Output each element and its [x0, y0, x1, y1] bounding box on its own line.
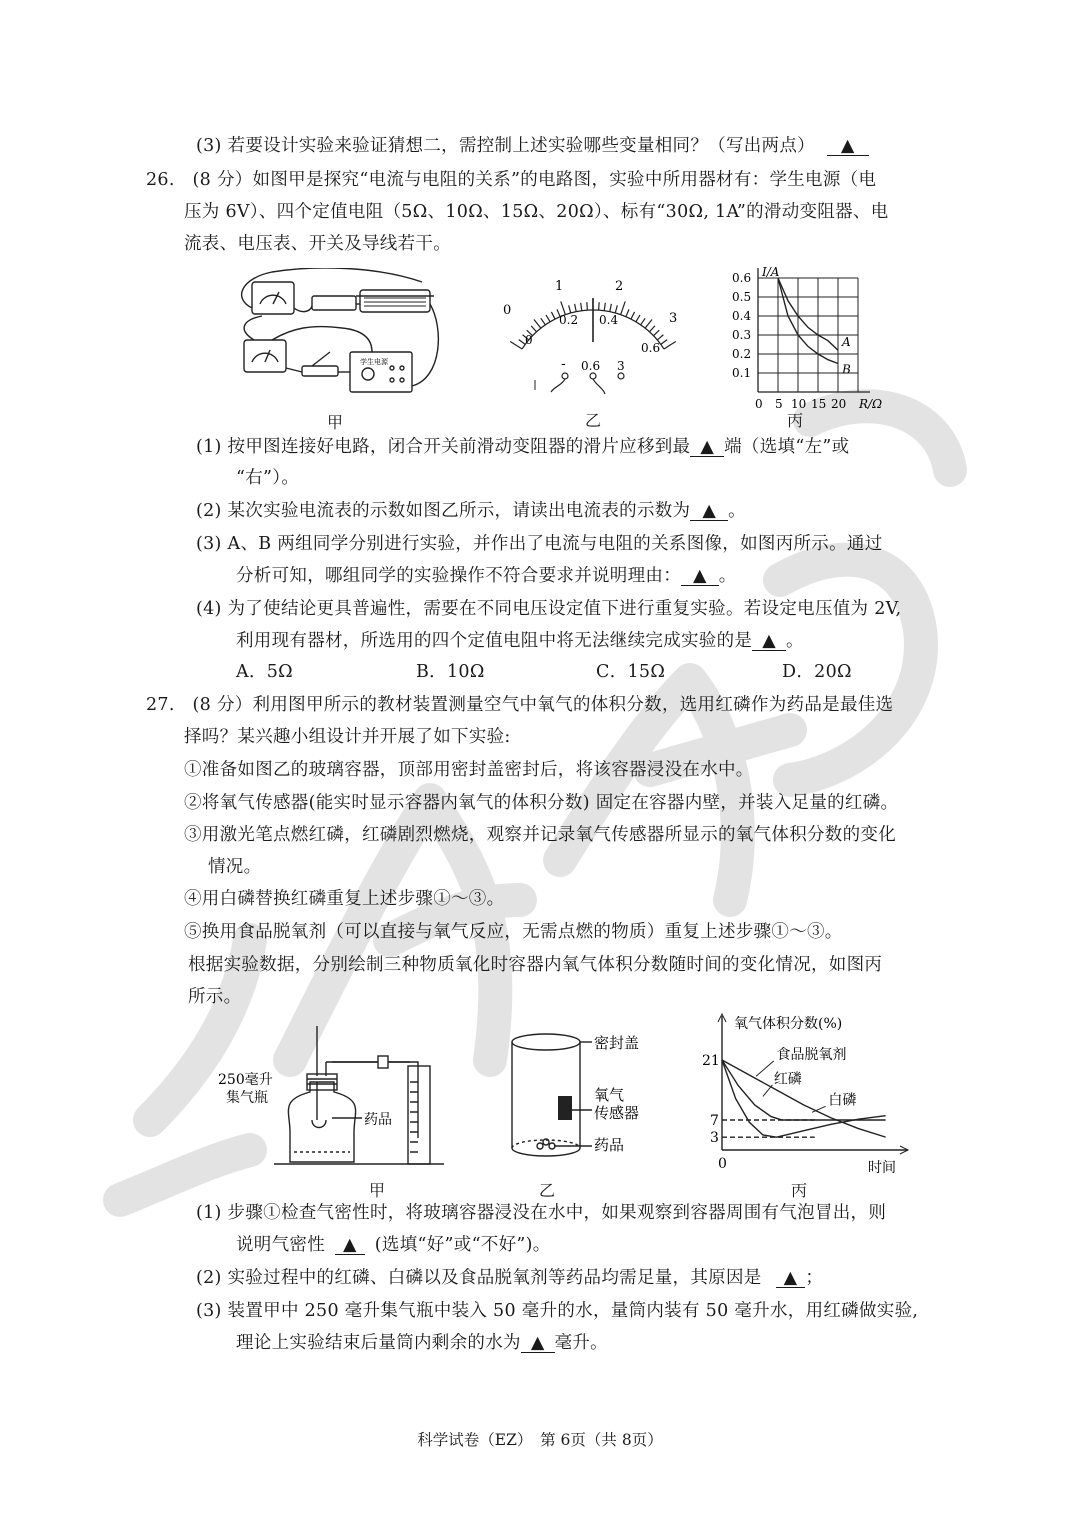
sensor-label-2: 传感器: [594, 1104, 640, 1122]
scale-top-3: 3: [669, 311, 678, 326]
q27-summary-cont: 所示。: [188, 987, 242, 1007]
series-line: [722, 1060, 886, 1137]
q26-sub2: [196, 499, 746, 523]
x-tick-label: 20: [831, 397, 847, 410]
q27-step2: ②将氧气传感器(能实时显示容器内氧气的体积分数) 固定在容器内壁，并装入足量的红磷。: [184, 793, 899, 813]
sensor-label-1: 氧气: [594, 1086, 625, 1104]
meter-tick: [641, 318, 646, 325]
blank-mark: ▲: [700, 437, 715, 457]
meter-tick: [636, 315, 640, 322]
q27-step1: ①准备如图乙的玻璃容器，顶部用密封盖密封后，将该容器浸没在水中。: [184, 760, 754, 780]
drug-label: 药品: [364, 1112, 392, 1128]
q27-summary: 根据实验数据，分别绘制三种物质氧化时容器内氧气体积分数随时间的变化情况，如图丙: [188, 955, 883, 975]
meter-tick: [664, 341, 676, 349]
q26-sub1-cont: “右”）。: [236, 468, 300, 488]
x-tick-label: 15: [811, 397, 827, 410]
q26-sub3-cont: [236, 564, 737, 588]
q26-line1: 26. (8 分）如图甲是探究“电流与电阻的关系”的电路图，实验中所用器材有：学生电源（电: [146, 170, 877, 190]
gas-bottle: [288, 1082, 355, 1162]
x-tick-label: 0: [755, 397, 763, 410]
x-tick-label: 10: [791, 397, 807, 410]
meter-tick: [645, 320, 652, 329]
meter-tick: [541, 318, 546, 325]
series-line: [722, 1060, 886, 1137]
meter-tick: [621, 301, 626, 314]
fig27-bing-caption: 丙: [790, 1181, 807, 1200]
cylinder-figure: [506, 1022, 666, 1172]
q26-sub3-text: 分析可知，哪组同学的实验操作不符合要求并说明理由：: [236, 566, 681, 586]
meter-tick: [649, 326, 654, 332]
q26-option-c[interactable]: C．15Ω: [596, 662, 666, 682]
lid-label: 密封盖: [594, 1034, 640, 1052]
series-line: [722, 1060, 886, 1120]
q26-line2: 压为 6V）、四个定值电阻（5Ω、10Ω、15Ω、20Ω）、标有“30Ω, 1A”的滑动变阻器、电: [184, 202, 889, 222]
q26-sub2-text: (2) 某次实验电流表的示数如图乙所示，请读出电流表的示数为: [196, 501, 691, 521]
meter-tick: [626, 309, 629, 316]
series-label: 白磷: [828, 1092, 857, 1109]
series-label: 食品脱氧剂: [776, 1047, 847, 1064]
q27-sub3-tail: 毫升。: [554, 1333, 608, 1353]
scale-bottom-1: 0.2: [559, 313, 579, 327]
fig27-yi-caption: 乙: [538, 1181, 555, 1200]
meter-tick: [587, 302, 588, 310]
q27-sub2-tail: ；: [805, 1268, 824, 1288]
q27-sub1: (1) 步骤①检查气密性时，将玻璃容器浸没在水中，如果观察到容器周围有气泡冒出，则: [196, 1203, 887, 1223]
q26-sub1-text: (1) 按甲图连接好电路，闭合开关前滑动变阻器的滑片应移到最: [196, 437, 691, 457]
y-tick-label: 0.5: [732, 290, 752, 304]
q27-sub3-cont: [236, 1331, 608, 1355]
y-tick-label: 0.6: [732, 271, 752, 285]
scale-bottom-3: 0.6: [641, 341, 661, 355]
x-axis-label: R/Ω: [859, 397, 883, 410]
q25-sub3: [196, 134, 869, 158]
meter-tick: [546, 315, 550, 322]
blank-mark: ▲: [702, 501, 717, 521]
fig-jia-caption: 甲: [326, 413, 343, 432]
q27-line2: 择吗？某兴趣小组设计并开展了如下实验:: [184, 727, 511, 747]
oxygen-fraction-chart: [700, 1010, 910, 1180]
meter-tick: [631, 312, 635, 319]
q26-option-d[interactable]: D．20Ω: [782, 662, 852, 682]
meter-tick: [654, 330, 660, 336]
fig27-jia-caption: 甲: [368, 1181, 385, 1200]
y-tick-label: 0.4: [732, 309, 752, 323]
meter-tick: [510, 341, 522, 349]
x-axis-label: 时间: [868, 1160, 896, 1176]
q26-sub3: (3) A、B 两组同学分别进行实验，并作出了电流与电阻的关系图像，如图丙所示。通过: [196, 534, 883, 554]
q26-option-a[interactable]: A．5Ω: [236, 662, 293, 682]
terminal-negative: -: [561, 356, 566, 372]
q27-sub3: (3) 装置甲中 250 毫升集气瓶中装入 50 毫升的水，量筒内装有 50 毫升水，用红磷做实验,: [196, 1301, 919, 1321]
q26-sub1-tail: 端（选填“左”或: [724, 437, 850, 457]
q26-sub4-text: 利用现有器材，所选用的四个定值电阻中将无法继续完成实验的是: [236, 631, 753, 651]
blank-mark: ▲: [840, 136, 855, 156]
bottle-label-1: 250毫升: [218, 1072, 273, 1088]
y-axis-label: 氧气体积分数(%): [734, 1016, 843, 1032]
answer-blank[interactable]: [776, 1269, 806, 1288]
answer-blank[interactable]: [335, 1236, 365, 1255]
current-resistance-chart: [730, 258, 890, 410]
series-leader: [756, 1061, 774, 1076]
q27-sub2-text: (2) 实验过程中的红磷、白磷以及食品脱氧剂等药品均需足量，其原因是: [196, 1268, 762, 1288]
meter-tick: [534, 320, 541, 329]
meter-tick: [661, 340, 667, 345]
q27-step4: ④用白磷替换红磷重复上述步骤①～③。: [184, 889, 505, 909]
series-label: 红磷: [773, 1071, 802, 1088]
fig-yi-caption: 乙: [584, 411, 601, 430]
q26-line3: 流表、电压表、开关及导线若干。: [184, 234, 451, 254]
x-tick-label: 5: [775, 397, 783, 410]
y-axis-label: I/A: [762, 265, 780, 279]
terminal-0.6: 0.6: [581, 359, 601, 373]
scale-bottom-2: 0.4: [599, 313, 619, 327]
meter-tick: [657, 335, 663, 340]
y-tick-label: 0.2: [732, 347, 752, 361]
meter-tick: [531, 326, 536, 332]
bottle-label-2: 集气瓶: [226, 1090, 268, 1106]
q27-step3-cont: 情况。: [208, 857, 262, 877]
q27-step5: ⑤换用食品脱氧剂（可以直接与氧气反应，无需点燃的物质）重复上述步骤①～③。: [184, 922, 843, 942]
origin-label: 0: [718, 1156, 727, 1172]
scale-top-2: 2: [615, 279, 624, 294]
answer-blank[interactable]: [752, 632, 786, 651]
series-label-B: B: [842, 362, 851, 377]
series-label-A: A: [842, 335, 851, 350]
answer-blank[interactable]: [690, 502, 728, 521]
blank-mark: ▲: [762, 631, 776, 651]
q27-sub1-text: 说明气密性: [236, 1235, 325, 1255]
q27-sub1-tail: (选填“好”或“不好”)。: [374, 1235, 551, 1255]
q27-sub3-text: 理论上实验结束后量筒内剩余的水为: [236, 1333, 521, 1353]
y-mark-label: 3: [710, 1130, 719, 1147]
drug-label: 药品: [594, 1136, 625, 1154]
y-mark-label: 7: [710, 1113, 719, 1129]
y-tick-label: 0.3: [732, 328, 752, 342]
fig-bing-caption: 丙: [786, 411, 803, 430]
apparatus-figure: [214, 1022, 474, 1172]
scale-bottom-0: 0: [525, 333, 533, 347]
svg-text:学生电源: 学生电源: [360, 358, 388, 366]
blank-mark: ▲: [693, 566, 707, 586]
y-mark-label: 21: [702, 1053, 720, 1069]
circuit-figure: [232, 268, 442, 398]
meter-tick: [575, 304, 577, 312]
footer-text: 科学试卷（EZ） 第 6页（共 8页）: [417, 1431, 663, 1449]
answer-blank[interactable]: [521, 1334, 555, 1353]
q25-sub3-text: (3) 若要设计实验来验证猜想二，需控制上述实验哪些变量相同？（写出两点）: [196, 136, 815, 156]
answer-blank[interactable]: [681, 567, 719, 586]
scale-top-1: 1: [555, 279, 564, 294]
meter-tick: [604, 303, 605, 311]
blank-mark: ▲: [783, 1268, 798, 1288]
meter-tick: [599, 302, 600, 310]
series-leader: [763, 1085, 773, 1097]
ammeter-dial: [495, 272, 695, 402]
answer-blank[interactable]: [827, 137, 869, 156]
q27-line1: 27. (8 分）利用图甲所示的教材装置测量空气中氧气的体积分数，选用红磷作为药品是最佳选: [146, 695, 894, 715]
page-footer: [0, 1428, 1080, 1450]
q27-sub2: [196, 1266, 823, 1290]
period: 。: [718, 566, 737, 586]
meter-tick: [551, 312, 555, 319]
q27-sub1-cont: [236, 1233, 551, 1257]
q26-option-b[interactable]: B．10Ω: [416, 662, 485, 682]
y-tick-label: 0.1: [732, 366, 752, 380]
meter-tick: [610, 304, 612, 312]
blank-mark: ▲: [343, 1235, 357, 1255]
meter-tick: [615, 305, 617, 313]
q26-sub4-cont: [236, 629, 804, 653]
meter-tick: [569, 305, 571, 313]
q26-sub1: [196, 435, 849, 459]
period: 。: [785, 631, 804, 651]
period: 。: [728, 501, 746, 521]
q26-sub4: (4) 为了使结论更具普遍性，需要在不同电压设定值下进行重复实验。若设定电压值为 2V,: [196, 599, 902, 619]
terminal-3: 3: [617, 359, 625, 373]
series-line-B: [778, 278, 838, 364]
answer-blank[interactable]: [690, 438, 724, 457]
scale-top-0: 0: [503, 303, 512, 318]
q27-step3: ③用激光笔点燃红磷，红磷剧烈燃烧，观察并记录氧气传感器所显示的氧气体积分数的变化: [184, 825, 896, 845]
blank-mark: ▲: [530, 1333, 545, 1353]
meter-tick: [581, 303, 582, 311]
